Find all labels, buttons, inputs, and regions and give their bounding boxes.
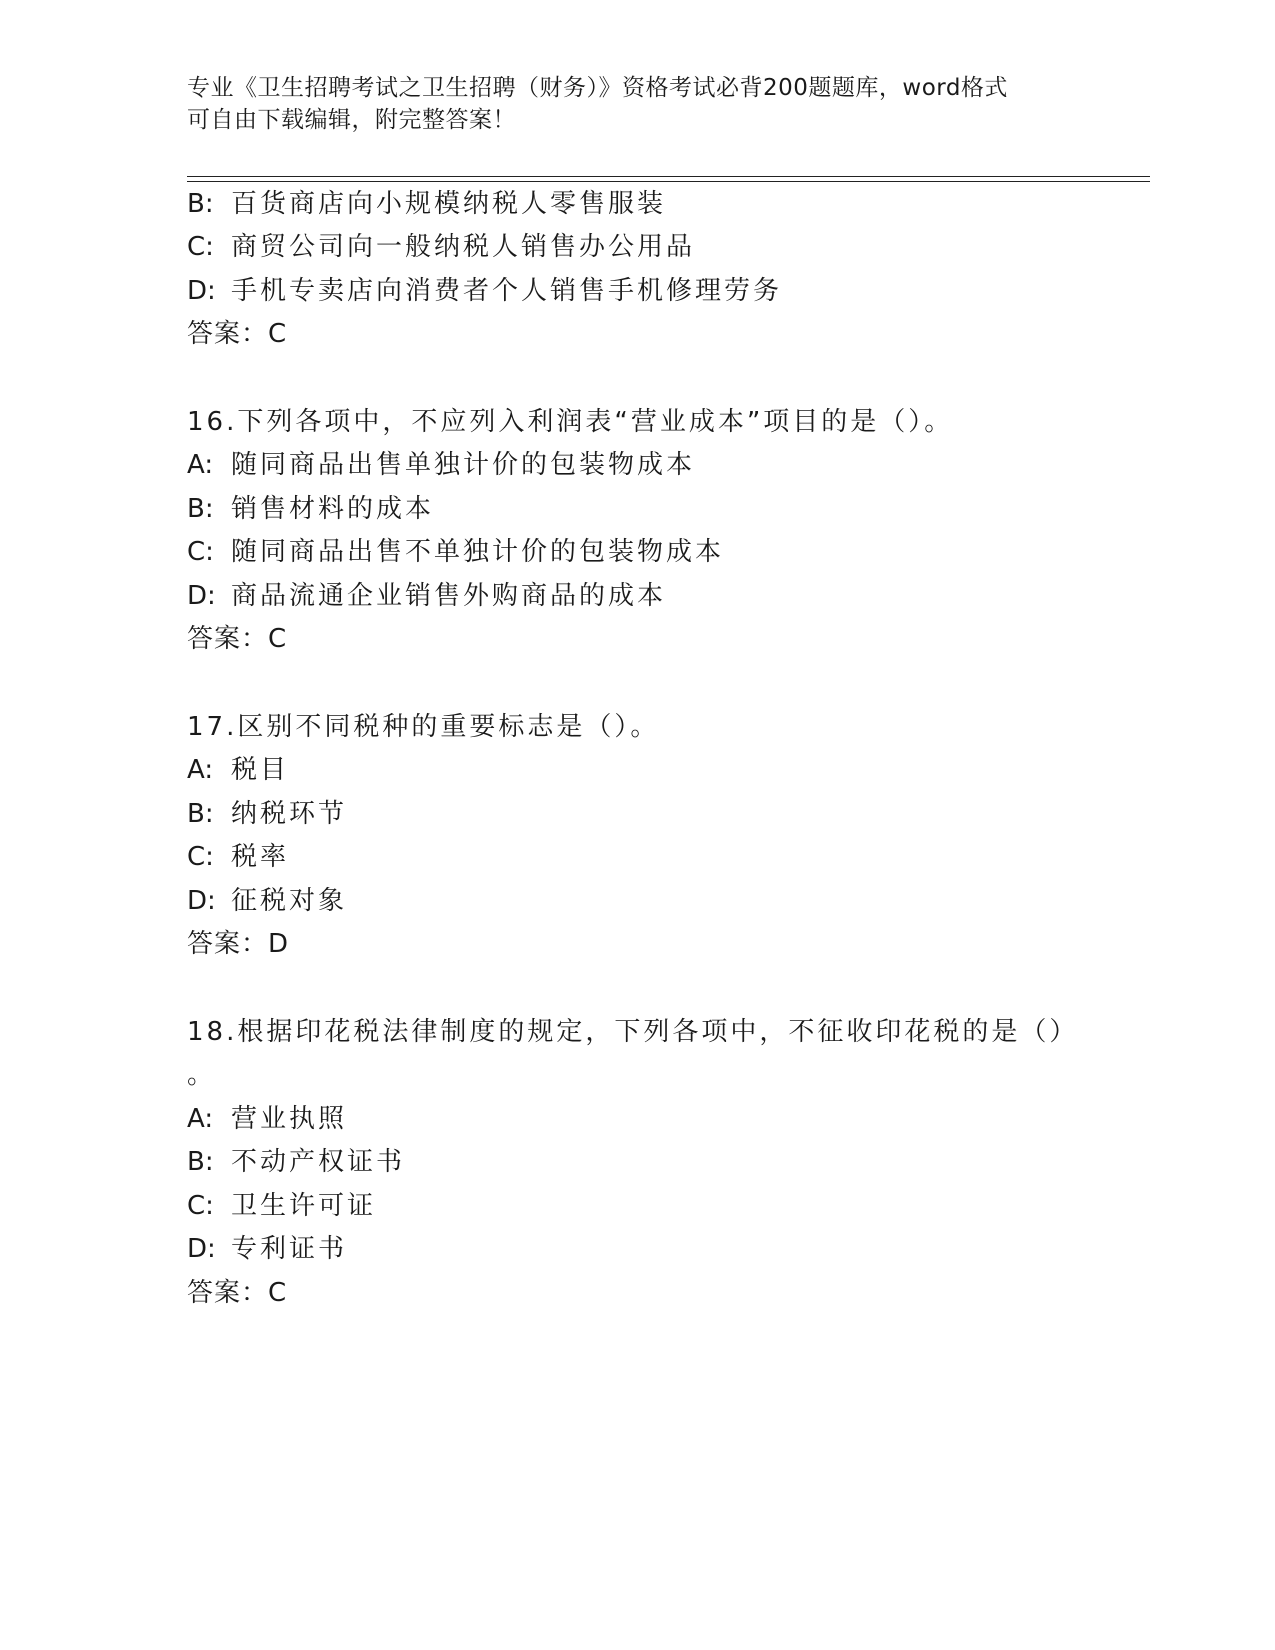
option-letter: C: xyxy=(187,537,214,567)
option-letter: C: xyxy=(187,1191,214,1221)
header-line-1: 专业《卫生招聘考试之卫生招聘（财务）》资格考试必背200题题库，word格式 xyxy=(187,75,1008,101)
option-text: 税目 xyxy=(231,755,290,785)
header-line-2: 可自由下载编辑，附完整答案！ xyxy=(187,107,516,133)
q17-option-c xyxy=(187,840,289,874)
q18-stem-line-1: 18.根据印花税法律制度的规定，下列各项中，不征收印花税的是（） xyxy=(187,1017,1079,1047)
q15-option-b xyxy=(187,187,666,221)
q16-option-a xyxy=(187,448,695,482)
option-text: 卫生许可证 xyxy=(231,1191,377,1221)
option-letter: A: xyxy=(187,1104,214,1134)
option-text: 商品流通企业销售外购商品的成本 xyxy=(231,581,667,611)
q16-stem: 16.下列各项中，不应列入利润表“营业成本”项目的是（）。 xyxy=(187,407,954,437)
option-text: 百货商店向小规模纳税人零售服装 xyxy=(231,189,667,219)
option-letter: B: xyxy=(187,494,214,524)
q17-option-a xyxy=(187,753,289,787)
option-letter: D: xyxy=(187,1234,216,1264)
option-letter: B: xyxy=(187,799,214,829)
option-letter: D: xyxy=(187,276,216,306)
q17-option-d xyxy=(187,884,347,918)
q15-answer: 答案：C xyxy=(187,319,288,349)
option-letter: C: xyxy=(187,232,214,262)
q17-stem: 17.区别不同税种的重要标志是（）。 xyxy=(187,712,660,742)
option-text: 销售材料的成本 xyxy=(231,494,435,524)
q16-answer: 答案：C xyxy=(187,624,288,654)
option-letter: D: xyxy=(187,581,216,611)
q18-option-a xyxy=(187,1102,347,1136)
q16-option-b xyxy=(187,492,434,526)
header-divider-bottom xyxy=(187,181,1150,182)
option-text: 税率 xyxy=(231,842,290,872)
option-letter: B: xyxy=(187,1147,214,1177)
q17-option-b xyxy=(187,797,347,831)
option-letter: A: xyxy=(187,755,214,785)
option-text: 随同商品出售不单独计价的包装物成本 xyxy=(231,537,725,567)
option-text: 征税对象 xyxy=(231,886,348,916)
option-letter: C: xyxy=(187,842,214,872)
q18-stem-line-2: 。 xyxy=(187,1060,217,1090)
option-text: 不动产权证书 xyxy=(231,1147,406,1177)
option-text: 纳税环节 xyxy=(231,799,348,829)
q18-option-b xyxy=(187,1145,405,1179)
q16-option-c xyxy=(187,535,724,569)
q17-answer: 答案：D xyxy=(187,929,290,959)
q15-option-c xyxy=(187,230,695,264)
option-text: 商贸公司向一般纳税人销售办公用品 xyxy=(231,232,696,262)
document-header xyxy=(187,72,1067,136)
option-text: 随同商品出售单独计价的包装物成本 xyxy=(231,450,696,480)
option-letter: B: xyxy=(187,189,214,219)
option-letter: A: xyxy=(187,450,214,480)
option-text: 营业执照 xyxy=(231,1104,348,1134)
q18-option-c xyxy=(187,1189,376,1223)
q18-option-d xyxy=(187,1232,347,1266)
q16-option-d xyxy=(187,579,666,613)
option-text: 手机专卖店向消费者个人销售手机修理劳务 xyxy=(231,276,783,306)
q15-option-d xyxy=(187,274,782,308)
option-letter: D: xyxy=(187,886,216,916)
header-divider-top xyxy=(187,176,1150,177)
q18-answer: 答案：C xyxy=(187,1278,288,1308)
option-text: 专利证书 xyxy=(231,1234,348,1264)
